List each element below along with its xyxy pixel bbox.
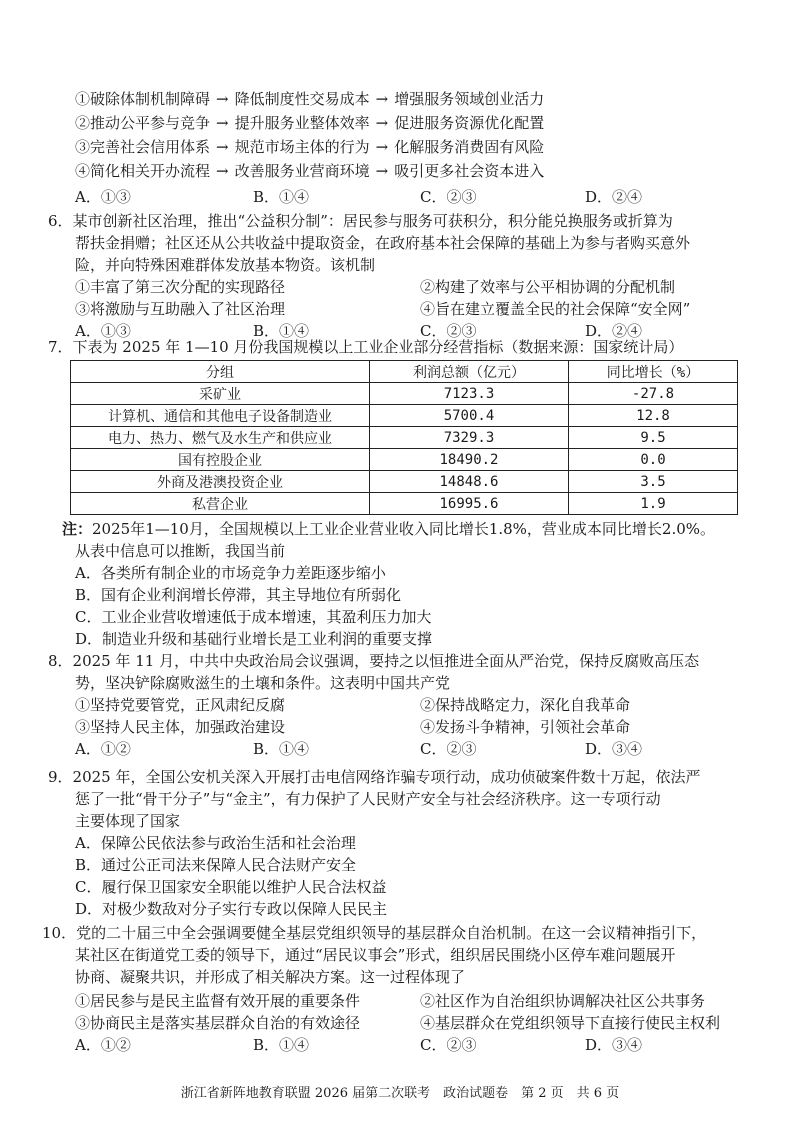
q6-choice-2: ②构建了效率与公平相协调的分配机制 [420, 278, 676, 296]
q7-stem: 7．下表为 2025 年 1—10 月份我国规模以上工业企业部分经营指标（数据来源：国家统计局） [48, 338, 684, 356]
table-cell: 7123.3 [370, 383, 569, 405]
q5-option-a: A．①③ [75, 188, 131, 206]
table-header-cell: 同比增长（%） [569, 361, 738, 383]
q9-stem-line: 主要体现了国家 [75, 812, 181, 830]
q6-stem-line: 帮扶金捐赠；社区还从公共收益中提取资金，在政府基本社会保障的基础上为参与者购买意外 [75, 234, 691, 252]
q7-option-b: B．国有企业利润增长停滞，其主导地位有所弱化 [75, 586, 402, 604]
q6-choice-3: ③将激励与互助融入了社区治理 [75, 300, 286, 318]
q5-option-d: D．②④ [585, 188, 643, 206]
q9-option-a: A．保障公民依法参与政治生活和社会治理 [75, 834, 356, 852]
table-cell: 私营企业 [71, 493, 370, 515]
q8-choice-2: ②保持战略定力，深化自我革命 [420, 696, 631, 714]
q9-option-b: B．通过公正司法来保障人民合法财产安全 [75, 856, 357, 874]
table-cell: 0.0 [569, 449, 738, 471]
table-header-cell: 分组 [71, 361, 370, 383]
q10-option-a: A．①② [75, 1036, 131, 1054]
q8-stem-line: 势，坚决铲除腐败滋生的土壤和条件。这表明中国共产党 [75, 674, 451, 692]
arrow-icon: → [216, 114, 229, 132]
table-cell: 采矿业 [71, 383, 370, 405]
q7-option-c: C．工业企业营收增速低于成本增速，其盈利压力加大 [75, 608, 432, 626]
q5-cell: 吸引更多社会资本进入 [394, 162, 545, 180]
q5-row [75, 88, 544, 110]
arrow-icon: → [375, 138, 389, 156]
q5-option-b: B．①④ [253, 188, 310, 206]
table-cell: 16995.6 [370, 493, 569, 515]
q6-option-d: D．②④ [585, 322, 643, 340]
arrow-icon: → [375, 90, 389, 108]
q10-choice-2: ②社区作为自治组织协调解决社区公共事务 [420, 992, 706, 1010]
q9-option-d: D．对极少数敌对分子实行专政以保障人民民主 [75, 900, 388, 918]
q10-choice-4: ④基层群众在党组织领导下直接行使民主权利 [420, 1014, 721, 1032]
table-cell: 1.9 [569, 493, 738, 515]
q9-stem-line: 惩了一批“骨干分子”与“金主”，有力保护了人民财产安全与社会经济秩序。这一专项行动 [75, 790, 661, 808]
arrow-icon: → [216, 90, 229, 108]
q8-option-c: C．②③ [420, 740, 477, 758]
q8-stem-line: 8．2025 年 11 月，中共中央政治局会议强调，要持之以恒推进全面从严治党，保持反腐败高压态 [48, 652, 700, 670]
q5-cell: ③完善社会信用体系 [75, 138, 211, 156]
q6-choice-4: ④旨在建立覆盖全民的社会保障“安全网” [420, 300, 691, 318]
q5-cell: 增强服务领域创业活力 [394, 90, 545, 108]
q10-stem-line: 10．党的二十届三中全会强调要健全基层党组织领导的基层群众自治机制。在这一会议精神指引下， [42, 924, 707, 942]
q5-cell: 改善服务业营商环境 [234, 162, 370, 180]
note-text: 2025年1—10月，全国规模以上工业企业营业收入同比增长1.8%，营业成本同比增长2.0%。 [92, 520, 716, 538]
arrow-icon: → [216, 162, 229, 180]
table-cell: 外商及港澳投资企业 [71, 471, 370, 493]
q10-stem-line: 协商、凝聚共识，并形成了相关解决方案。这一过程体现了 [75, 968, 466, 986]
q7-question: 从表中信息可以推断，我国当前 [75, 542, 286, 560]
q10-stem-line: 某社区在街道党工委的领导下，通过“居民议事会”形式，组织居民围绕小区停车难问题展开 [75, 946, 676, 964]
q8-choice-3: ③坚持人民主体，加强政治建设 [75, 718, 286, 736]
table-cell: 14848.6 [370, 471, 569, 493]
q8-choice-1: ①坚持党要管党，正风肃纪反腐 [75, 696, 286, 714]
page-footer: 浙江省新阵地教育联盟 2026 届第二次联考 政治试题卷 第 2 页 共 6 页 [180, 1086, 620, 1101]
q8-option-a: A．①② [75, 740, 131, 758]
q7-option-d: D．制造业升级和基础行业增长是工业利润的重要支撑 [75, 630, 433, 648]
q10-option-c: C．②③ [420, 1036, 477, 1054]
table-cell: 国有控股企业 [71, 449, 370, 471]
q5-cell: ②推动公平参与竞争 [75, 114, 211, 132]
table-cell: 12.8 [569, 405, 738, 427]
table-row [71, 383, 738, 405]
table-cell: 7329.3 [370, 427, 569, 449]
q8-option-d: D．③④ [585, 740, 643, 758]
q6-option-b: B．①④ [253, 322, 310, 340]
q5-row [75, 112, 544, 134]
q6-option-a: A．①③ [75, 322, 131, 340]
table-header-cell: 利润总额（亿元） [370, 361, 569, 383]
q7-option-a: A．各类所有制企业的市场竞争力差距逐步缩小 [75, 564, 386, 582]
q5-cell: 降低制度性交易成本 [234, 90, 370, 108]
q10-choice-1: ①居民参与是民主监督有效开展的重要条件 [75, 992, 361, 1010]
arrow-icon: → [375, 114, 389, 132]
table-cell: 5700.4 [370, 405, 569, 427]
q10-option-b: B．①④ [253, 1036, 310, 1054]
q5-cell: ④简化相关开办流程 [75, 162, 211, 180]
q5-row [75, 136, 544, 158]
table-cell: 电力、热力、燃气及水生产和供应业 [71, 427, 370, 449]
table-header-row [71, 361, 738, 383]
q9-stem-line: 9．2025 年，全国公安机关深入开展打击电信网络诈骗专项行动，成功侦破案件数十万起，依法严 [48, 768, 701, 786]
table-row [71, 405, 738, 427]
q5-cell: 规范市场主体的行为 [234, 138, 370, 156]
arrow-icon: → [216, 138, 229, 156]
q6-option-c: C．②③ [420, 322, 477, 340]
q5-row [75, 160, 544, 182]
table-row [71, 493, 738, 515]
q9-option-c: C．履行保卫国家安全职能以维护人民合法权益 [75, 878, 387, 896]
q5-cell: ①破除体制机制障碍 [75, 90, 211, 108]
q10-choice-3: ③协商民主是落实基层群众自治的有效途径 [75, 1014, 361, 1032]
q5-cell: 促进服务资源优化配置 [394, 114, 545, 132]
q8-option-b: B．①④ [253, 740, 310, 758]
q6-stem-line: 6．某市创新社区治理，推出“公益积分制”：居民参与服务可获积分，积分能兑换服务或折算为 [48, 212, 673, 230]
table-cell: 计算机、通信和其他电子设备制造业 [71, 405, 370, 427]
table-row [71, 449, 738, 471]
table-cell: 3.5 [569, 471, 738, 493]
q7-data-table [70, 360, 738, 515]
q6-choice-1: ①丰富了第三次分配的实现路径 [75, 278, 286, 296]
q7-note [62, 518, 715, 540]
note-label: 注： [62, 520, 93, 538]
table-cell: 18490.2 [370, 449, 569, 471]
q6-stem-line: 险，并向特殊困难群体发放基本物资。该机制 [75, 256, 376, 274]
q5-cell: 提升服务业整体效率 [234, 114, 370, 132]
q10-option-d: D．③④ [585, 1036, 643, 1054]
q8-choice-4: ④发扬斗争精神，引领社会革命 [420, 718, 631, 736]
table-row [71, 427, 738, 449]
q5-cell: 化解服务消费固有风险 [394, 138, 545, 156]
arrow-icon: → [375, 162, 389, 180]
table-row [71, 471, 738, 493]
q5-option-c: C．②③ [420, 188, 477, 206]
table-cell: 9.5 [569, 427, 738, 449]
table-cell: -27.8 [569, 383, 738, 405]
